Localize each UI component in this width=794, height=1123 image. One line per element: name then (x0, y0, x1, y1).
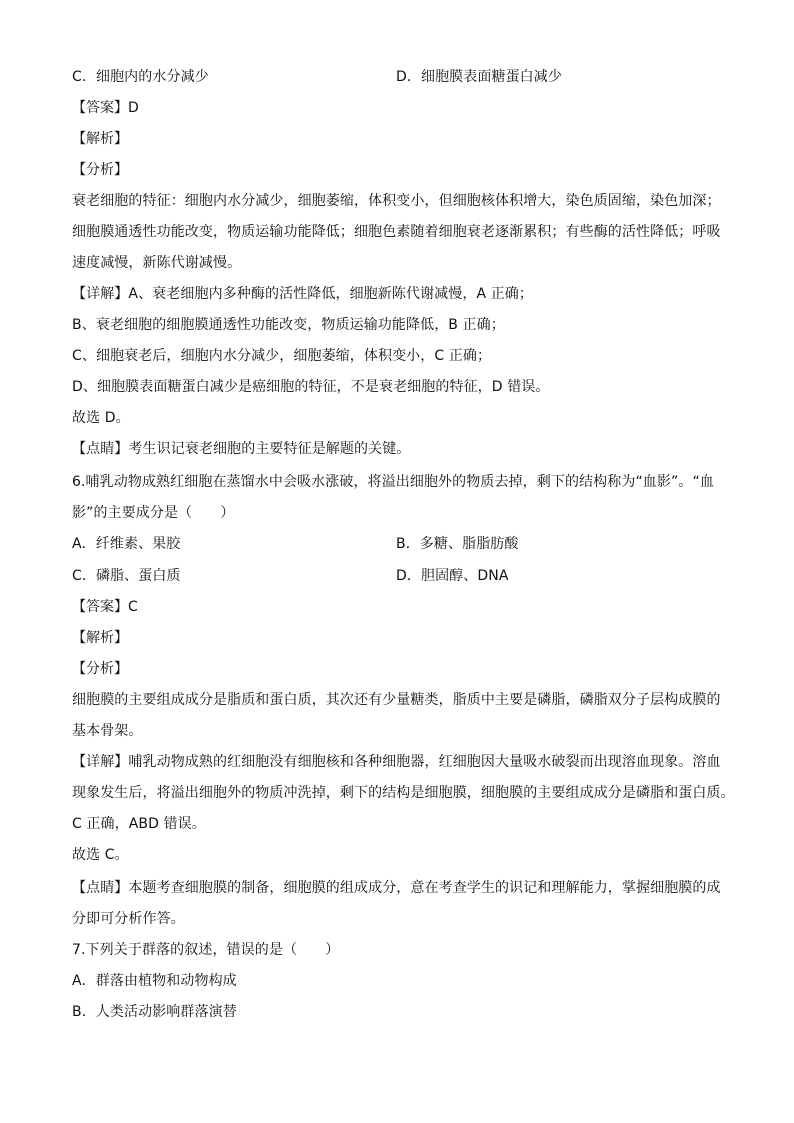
q5-xiangjie-line-2: B、衰老细胞的细胞膜通透性功能改变，物质运输功能降低，B 正确； (72, 317, 505, 333)
q5-option-c: C．细胞内的水分减少 (72, 69, 209, 85)
q6-stem-line-2: 影”的主要成分是（ ） (72, 505, 235, 521)
q6-option-c: C．磷脂、蛋白质 (72, 568, 181, 584)
q6-xiangjie-line-3: C 正确，ABD 错误。 (72, 816, 206, 832)
q6-dianjing-line-2: 分即可分析作答。 (72, 911, 185, 927)
q5-xiangjie-line-3: C、细胞衰老后，细胞内水分减少，细胞萎缩，体积变小，C 正确； (72, 348, 492, 364)
q7-option-b: B．人类活动影响群落演替 (72, 1004, 237, 1020)
q6-choose: 故选 C。 (72, 847, 129, 863)
q6-xiangjie-line-1: 【详解】哺乳动物成熟的红细胞没有细胞核和各种细胞器，红细胞因大量吸水破裂而出现溶血现象。溶血 (72, 754, 721, 770)
q5-choose: 故选 D。 (72, 410, 130, 426)
q6-option-b: B．多糖、脂脂肪酸 (396, 536, 519, 552)
q6-fenxi-line-1: 细胞膜的主要组成成分是脂质和蛋白质，其次还有少量糖类，脂质中主要是磷脂，磷脂双分子层构成膜的 (72, 692, 721, 708)
q6-stem-line-1: 6.哺乳动物成熟红细胞在蒸馏水中会吸水涨破，将溢出细胞外的物质去掉，剩下的结构称为“血影”。“血 (72, 474, 714, 490)
q5-fenxi-line-1: 衰老细胞的特征：细胞内水分减少，细胞萎缩，体积变小，但细胞核体积增大，染色质固缩，染色加深； (72, 193, 721, 209)
q5-dianjing: 【点睛】考生识记衰老细胞的主要特征是解题的关键。 (72, 441, 411, 457)
q6-fenxi-line-2: 基本骨架。 (72, 723, 143, 739)
q6-jiexi-heading: 【解析】 (72, 630, 128, 646)
q6-dianjing-line-1: 【点睛】本题考查细胞膜的制备，细胞膜的组成成分，意在考查学生的识记和理解能力，掌握细胞膜的成 (72, 880, 721, 896)
q5-fenxi-line-3: 速度减慢，新陈代谢减慢。 (72, 255, 242, 271)
q5-jiexi-heading: 【解析】 (72, 131, 128, 147)
q7-stem: 7.下列关于群落的叙述，错误的是（ ） (72, 942, 340, 958)
q5-option-d: D．细胞膜表面糖蛋白减少 (396, 69, 562, 85)
q5-xiangjie-line-4: D、细胞膜表面糖蛋白减少是癌细胞的特征，不是衰老细胞的特征，D 错误。 (72, 379, 550, 395)
q6-option-d: D．胆固醇、DNA (396, 568, 509, 584)
q5-fenxi-line-2: 细胞膜通透性功能改变，物质运输功能降低；细胞色素随着细胞衰老逐渐累积；有些酶的活性降低；呼吸 (72, 224, 721, 240)
q6-option-a: A．纤维素、果胶 (72, 536, 181, 552)
q6-fenxi-heading: 【分析】 (72, 661, 128, 677)
q5-fenxi-heading: 【分析】 (72, 162, 128, 178)
q5-xiangjie-line-1: 【详解】A、衰老细胞内多种酶的活性降低，细胞新陈代谢减慢，A 正确； (72, 286, 534, 302)
q7-option-a: A．群落由植物和动物构成 (72, 973, 237, 989)
q5-answer: 【答案】D (72, 100, 139, 116)
q6-answer: 【答案】C (72, 599, 138, 615)
q6-xiangjie-line-2: 现象发生后，将溢出细胞外的物质冲洗掉，剩下的结构是细胞膜，细胞膜的主要组成成分是磷脂和蛋白质。 (72, 785, 735, 801)
